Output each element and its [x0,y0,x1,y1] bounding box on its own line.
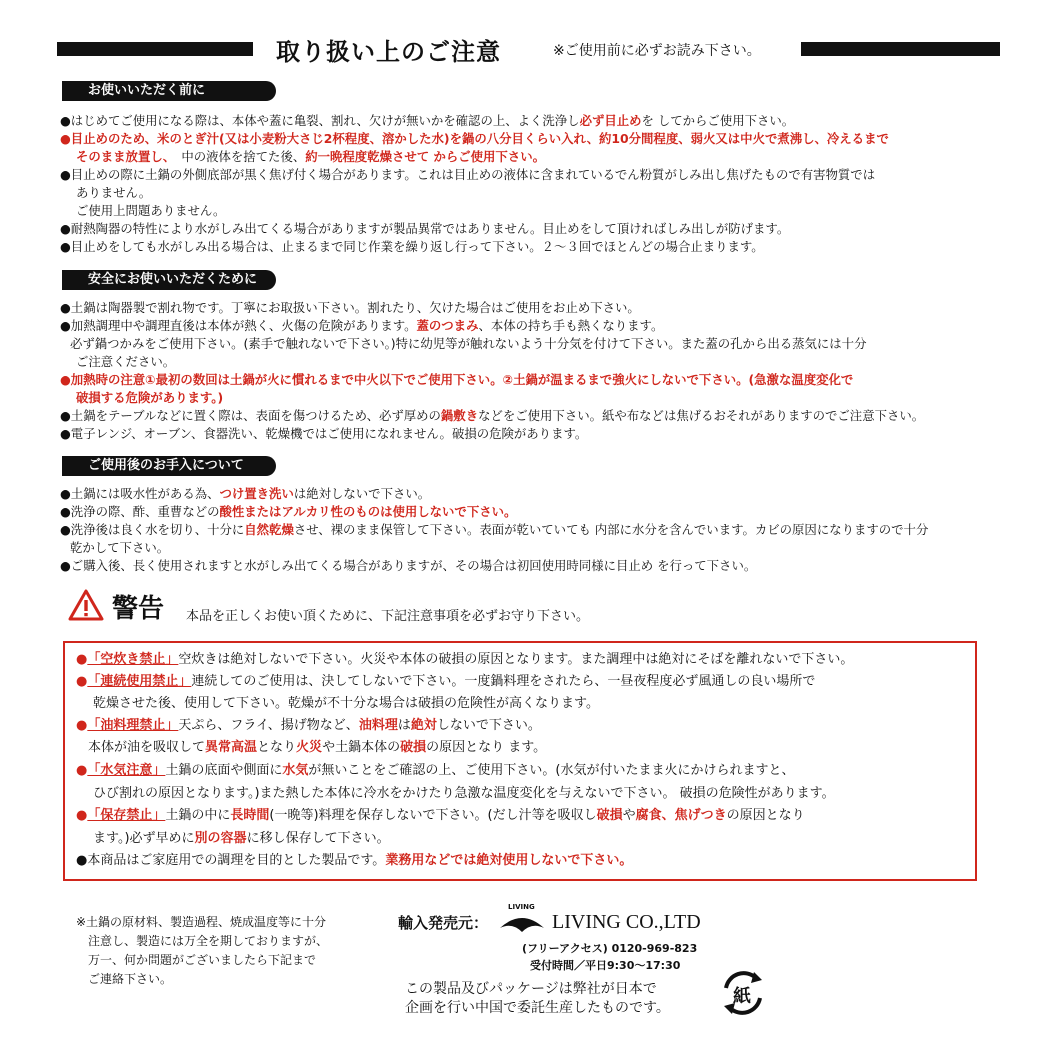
footer-note-line-4: ご連絡下さい。 [88,972,173,986]
text-segment: の原因となり ます。 [426,740,547,755]
warning-line-1 [76,651,853,669]
text-segment: は [397,718,411,733]
text-segment: させ、裸のまま保管して下さい。表面が乾いていても 内部に水分を含んでいます。カビの原因になりますので十分 [293,522,929,537]
warning-tag-no-storage: 「保存禁止」 [87,808,166,823]
before-use-line-4: ●目止めの際に土鍋の外側底部が黒く焦げ付く場合があります。これは目止めの液体に含まれているでん粉質がしみ出し焦げたもので有害物質では [60,167,876,182]
text-segment: ●土鍋をテーブルなどに置く際は、表面を傷つけるため、必ず厚めの [60,408,441,423]
emphasis: 腐食、焦げつき [635,808,727,823]
text-segment: ます。)必ず早めに [93,831,195,846]
text-segment: ●加熱調理中や調理直後は本体が熱く、火傷の危険があります。 [60,318,417,333]
warning-line-10 [76,852,632,870]
care-line-1 [60,485,430,502]
safety-line-5: ●加熱時の注意①最初の数回は土鍋が火に慣れるまで中火以下でご使用下さい。②土鍋が温まるまで強火にしないで下さい。(急激な温度変化で [60,372,854,387]
manufacture-note-line-1: この製品及びパッケージは弊社が日本で [405,981,657,997]
text-segment: や土鍋本体の [322,740,401,755]
warning-line-9 [93,830,390,848]
safety-line-1: ●土鍋は陶器製で割れ物です。丁寧にお取扱い下さい。割れたり、欠けた場合はご使用をお止め下さい。 [60,300,640,315]
warning-line-5 [88,739,546,757]
section-heading-before-use: お使いいただく前に [62,81,276,101]
text-segment: 、本体の持ち手も熱くなります。 [478,318,664,333]
text-segment: に移し保存して下さい。 [246,831,390,846]
safety-line-4: ご注意ください。 [76,354,176,369]
bullet: ● [76,718,88,733]
importer-label: 輸入発売元： [398,914,489,932]
bullet: ● [76,763,88,778]
logo-wordmark-small: LIVING [508,903,535,911]
text-segment: 中の液体を捨てた後、 [168,149,306,164]
text-segment: は絶対しないで下さい。 [293,486,431,501]
text-segment: ●本商品はご家庭用での調理を目的とした製品です。 [76,853,386,868]
emphasis: 破損 [400,740,427,755]
warning-triangle-icon [68,589,104,621]
emphasis: 鍋敷き [440,408,479,423]
emphasis: つけ置き洗い [219,486,294,501]
emphasis: 自然乾燥 [244,522,294,537]
company-name: LIVING CO.,LTD [552,911,701,933]
before-use-line-8: ●目止めをしても水がしみ出る場合は、止まるまで同じ作業を繰り返し行って下さい。２〜３回でほとんどの場合止まります。 [60,239,764,254]
emphasis: 約一晩程度乾燥させて からご使用下さい。 [305,149,545,164]
emphasis: 異常高温 [205,740,258,755]
section-heading-safety: 安全にお使いいただくために [62,270,276,290]
text-segment: 本体が油を吸収して [88,740,206,755]
text-segment: 土鍋の中に [165,808,231,823]
bullet: ● [76,674,88,689]
safety-line-3: 必ず鍋つかみをご使用下さい。(素手で触れないで下さい。)特に幼児等が触れないよう十分気を付けて下さい。また蓋の孔から出る蒸気には十分 [70,336,867,351]
paper-recycle-icon [718,968,768,1018]
warning-line-2 [76,673,815,691]
text-segment: の原因となり [726,808,805,823]
warning-tag-no-empty-heating: 「空炊き禁止」 [87,652,179,667]
warning-line-7: ひび割れの原因となります。)また熱した本体に冷水をかけたり急激な温度変化を与えないで下さい。 破損の危険性があります。 [93,786,835,801]
warning-line-3: 乾燥させた後、使用して下さい。乾燥が不十分な場合は破損の危険性が高くなります。 [93,696,599,711]
text-segment: ●土鍋には吸水性がある為、 [60,486,220,501]
text-segment: や [622,808,636,823]
before-use-line-3 [76,148,545,165]
before-use-line-5: ありません。 [76,185,152,200]
text-segment: ●洗浄後は良く水を切り、十分に [60,522,245,537]
text-segment: ●はじめてご使用になる際は、本体や蓋に亀裂、割れ、欠けが無いかを確認の上、よく洗浄し [60,113,580,128]
emphasis: 火災 [296,740,323,755]
emphasis: 業務用などでは絶対使用しないで下さい。 [385,853,633,868]
text-segment: 空炊きは絶対しないで下さい。火災や本体の破損の原因となります。また調理中は絶対にそばを離れないで下さい。 [178,652,854,667]
care-line-5: ●ご購入後、長く使用されますと水がしみ出てくる場合がありますが、その場合は初回使用時同様に目止め を行って下さい。 [60,558,757,573]
care-line-4: 乾かして下さい。 [70,540,170,555]
title-bar-left [57,42,253,56]
footer-note-line-1: ※土鍋の原材料、製造過程、焼成温度等に十分 [76,915,327,929]
emphasis: 必ず目止め [579,113,642,128]
company-phone: (フリーアクセス) 0120-969-823 [522,942,698,955]
footer-note [76,913,328,989]
emphasis: そのまま放置し、 [76,149,169,164]
text-segment: 連続してのご使用は、決してしないで下さい。一度鍋料理をされたら、一昼夜程度必ず風通しの良い場所で [191,674,816,689]
footer-note-line-2: 注意し、製造には万全を期しておりますが、 [88,934,329,948]
warning-line-6 [76,762,794,780]
warning-label: 警告 [112,594,165,624]
care-line-2 [60,503,516,520]
warning-line-8 [76,807,805,825]
text-segment: 土鍋の底面や側面に [165,763,283,778]
emphasis: 蓋のつまみ [416,318,479,333]
text-segment: 天ぷら、フライ、揚げ物など、 [178,718,359,733]
emphasis: 破損 [596,808,623,823]
safety-line-2 [60,317,663,334]
warning-line-4 [76,717,541,735]
text-segment: を してからご使用下さい。 [641,113,795,128]
warning-tag-no-oil-cooking: 「油料理禁止」 [87,718,179,733]
text-segment: となり [257,740,297,755]
safety-line-7 [60,407,924,424]
bullet: ● [76,652,88,667]
emphasis: 長時間 [230,808,270,823]
emphasis: 別の容器 [194,831,247,846]
warning-intro: 本品を正しくお使い頂くために、下記注意事項を必ずお守り下さい。 [186,609,590,624]
company-hours: 受付時間／平日9:30〜17:30 [530,959,681,972]
manufacture-note-line-2: 企画を行い中国で委託生産したものです。 [405,1000,670,1016]
before-use-line-1 [60,112,794,129]
warning-tag-moisture-caution: 「水気注意」 [87,763,166,778]
text-segment: ●洗浄の際、酢、重曹などの [60,504,220,519]
safety-line-6: 破損する危険があります。) [76,390,224,405]
section-heading-care: ご使用後のお手入について [62,456,276,476]
text-segment: などをご使用下さい。紙や布などは焦げるおそれがありますのでご注意下さい。 [478,408,925,423]
safety-line-8: ●電子レンジ、オーブン、食器洗い、乾燥機ではご使用になれません。破損の危険があります。 [60,426,588,441]
page-title: 取り扱い上のご注意 [276,38,501,66]
text-segment: が無いことをご確認の上、ご使用下さい。(水気が付いたまま火にかけられますと、 [308,763,795,778]
before-use-line-2: ●目止めのため、米のとぎ汁(又は小麦粉大さじ2杯程度、溶かした水)を鍋の八分目くらい入れ、約10分間程度、弱火又は中火で煮沸し、冷えるまで [60,131,889,146]
emphasis: 油料理 [358,718,398,733]
emphasis: 水気 [282,763,309,778]
emphasis: 酸性またはアルカリ性のものは使用しないで下さい。 [219,504,517,519]
care-line-3 [60,521,928,538]
title-bar-right [801,42,1000,56]
bullet: ● [76,808,88,823]
paper-recycle-label: 紙 [733,986,751,1007]
text-segment: (一晩等)料理を保存しないで下さい。(だし汁等を吸収し [269,808,597,823]
warning-tag-no-continuous-use: 「連続使用禁止」 [87,674,192,689]
footer-note-line-3: 万一、何か問題がございましたら下記まで [88,953,317,967]
text-segment: しないで下さい。 [436,718,541,733]
before-use-line-7: ●耐熱陶器の特性により水がしみ出てくる場合がありますが製品異常ではありません。目止めをして頂ければしみ出しが防げます。 [60,221,790,236]
page-subtitle: ※ご使用前に必ずお読み下さい。 [553,43,761,59]
emphasis: 絶対 [410,718,437,733]
before-use-line-6: ご使用上問題ありません。 [76,203,226,218]
